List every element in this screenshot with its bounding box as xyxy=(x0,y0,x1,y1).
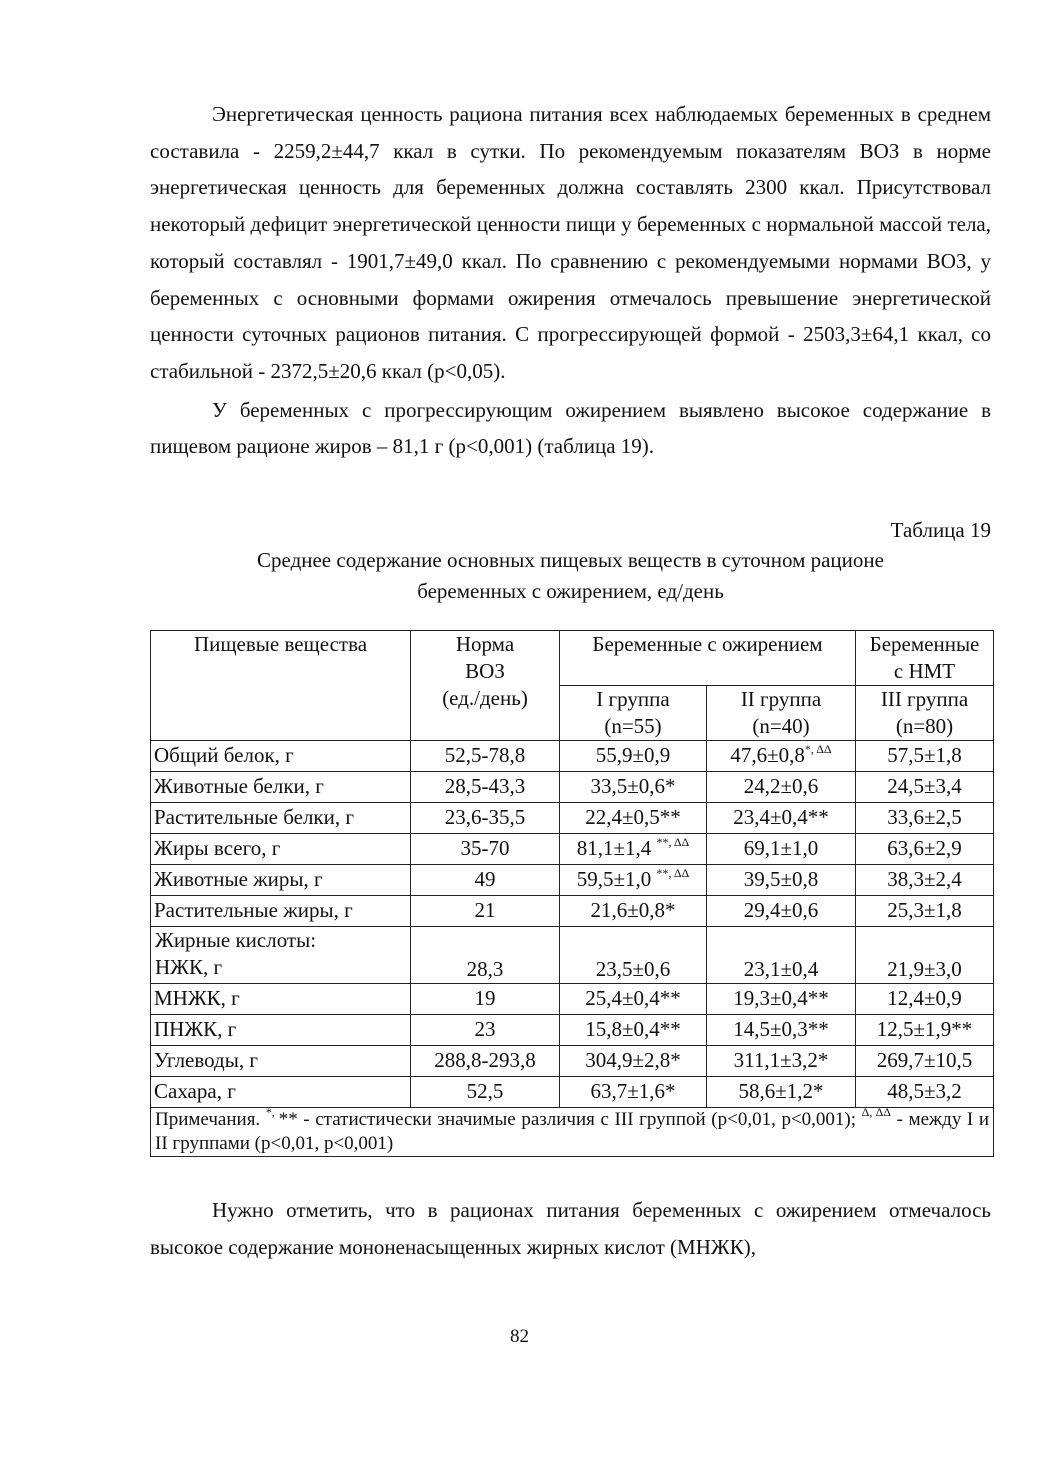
header-nutrients: Пищевые вещества xyxy=(151,631,411,741)
row-group-3: 21,9±3,0 xyxy=(856,927,994,984)
row-name: Углеводы, г xyxy=(151,1046,411,1077)
nutrients-table xyxy=(150,630,994,1157)
table-row xyxy=(151,1046,994,1077)
row-group-1: 15,8±0,4** xyxy=(560,1015,707,1046)
row-name: Жирные кислоты: НЖК, г xyxy=(151,927,411,984)
row-group-2: 311,1±3,2* xyxy=(707,1046,856,1077)
paragraph-energy: Энергетическая ценность рациона питания всех наблюдаемых беременных в среднем составила - 2259,2±44,7 ккал в сутки. По рекомендуемым показателям ВОЗ в норме энергетическая ценность для беременных должна составлять 2300 ккал. Присутствовал некоторый дефицит энергетической ценности пищи у беременных с нормальной массой тела, который составлял - 1901,7±49,0 ккал. По сравнению с рекомендуемыми нормами ВОЗ, у беременных с основными формами ожирения отмечалось превышение энергетической ценности суточных рационов питания. С прогрессирующей формой - 2503,3±64,1 ккал, со стабильной - 2372,5±20,6 ккал (р<0,05). xyxy=(150,102,991,383)
row-group-1: 22,4±0,5** xyxy=(560,803,707,834)
table-caption: Таблица 19 xyxy=(890,518,991,543)
row-group-2: 24,2±0,6 xyxy=(707,772,856,803)
row-group-3: 25,3±1,8 xyxy=(856,896,994,927)
row-norm: 28,5-43,3 xyxy=(411,772,560,803)
table-row xyxy=(151,865,994,896)
row-group-2: $47,6\pm 0,8^{*, \Delta\Delta}$ xyxy=(707,741,856,772)
paragraph-fats: У беременных с прогрессирующим ожирением выявлено высокое содержание в пищевом рационе жиров – 81,1 г (р<0,001) (таблица 19). xyxy=(150,397,991,459)
row-norm: 23,6-35,5 xyxy=(411,803,560,834)
row-group-1: 55,9±0,9 xyxy=(560,741,707,772)
row-group-1: 33,5±0,6* xyxy=(560,772,707,803)
table-row xyxy=(151,1015,994,1046)
row-group-1: 63,7±1,6* xyxy=(560,1077,707,1108)
row-group-3: 12,4±0,9 xyxy=(856,984,994,1015)
row-norm: 19 xyxy=(411,984,560,1015)
row-group-2: 23,4±0,4** xyxy=(707,803,856,834)
row-group-3: 48,5±3,2 xyxy=(856,1077,994,1108)
row-group-1: 81,1±1,4 $^{**, \Delta\Delta}$ xyxy=(560,834,707,865)
row-name: Жиры всего, г xyxy=(151,834,411,865)
header-obese-pregnant: Беременные с ожирением xyxy=(560,631,856,686)
header-group-3: III группа (n=80) xyxy=(856,686,994,741)
table-row xyxy=(151,984,994,1015)
table-note-row xyxy=(151,1108,994,1157)
page-number: 82 xyxy=(510,1326,529,1347)
table-row xyxy=(151,803,994,834)
row-group-1: 21,6±0,8* xyxy=(560,896,707,927)
header-group-1: I группа (n=55) xyxy=(560,686,707,741)
row-group-1: 59,5±1,0 $^{**, \Delta\Delta}$ xyxy=(560,865,707,896)
paragraph-mufa: Нужно отметить, что в рационах питания беременных с ожирением отмечалось высокое содержание мононенасыщенных жирных кислот (МНЖК), xyxy=(150,1198,991,1259)
table-row xyxy=(151,896,994,927)
row-group-3: 12,5±1,9** xyxy=(856,1015,994,1046)
row-norm: 23 xyxy=(411,1015,560,1046)
row-group-2: 23,1±0,4 xyxy=(707,927,856,984)
table-row xyxy=(151,927,994,984)
row-group-3: 38,3±2,4 xyxy=(856,865,994,896)
table-row xyxy=(151,834,994,865)
row-name: Сахара, г xyxy=(151,1077,411,1108)
table-title xyxy=(150,545,991,607)
row-group-3: 57,5±1,8 xyxy=(856,741,994,772)
header-who-norm: Норма ВОЗ (ед./день) xyxy=(411,631,560,741)
table-row xyxy=(151,772,994,803)
row-group-1: 304,9±2,8* xyxy=(560,1046,707,1077)
row-norm: 49 xyxy=(411,865,560,896)
table-row xyxy=(151,741,994,772)
row-norm: 288,8-293,8 xyxy=(411,1046,560,1077)
table-header-row xyxy=(151,631,994,686)
row-group-2: 39,5±0,8 xyxy=(707,865,856,896)
row-norm: 52,5-78,8 xyxy=(411,741,560,772)
row-norm: 28,3 xyxy=(411,927,560,984)
row-group-3: 269,7±10,5 xyxy=(856,1046,994,1077)
row-group-2: 14,5±0,3** xyxy=(707,1015,856,1046)
row-group-3: 63,6±2,9 xyxy=(856,834,994,865)
row-name: МНЖК, г xyxy=(151,984,411,1015)
row-group-2: 19,3±0,4** xyxy=(707,984,856,1015)
header-group-2: II группа (n=40) xyxy=(707,686,856,741)
table-title-line2: беременных с ожирением, ед/день xyxy=(417,579,724,604)
row-name: Животные жиры, г xyxy=(151,865,411,896)
row-norm: 52,5 xyxy=(411,1077,560,1108)
row-group-1: 23,5±0,6 xyxy=(560,927,707,984)
row-group-1: 25,4±0,4** xyxy=(560,984,707,1015)
row-group-3: 24,5±3,4 xyxy=(856,772,994,803)
row-group-2: 29,4±0,6 xyxy=(707,896,856,927)
row-name: Общий белок, г xyxy=(151,741,411,772)
header-nmt-pregnant: Беременные с НМТ xyxy=(856,631,994,686)
row-norm: 35-70 xyxy=(411,834,560,865)
row-group-3: 33,6±2,5 xyxy=(856,803,994,834)
table-row xyxy=(151,1077,994,1108)
row-name: Растительные жиры, г xyxy=(151,896,411,927)
row-norm: 21 xyxy=(411,896,560,927)
row-name: Растительные белки, г xyxy=(151,803,411,834)
table-title-line1: Среднее содержание основных пищевых веществ в суточном рационе xyxy=(257,548,884,573)
page-body xyxy=(150,96,991,1265)
row-group-2: 58,6±1,2* xyxy=(707,1077,856,1108)
row-group-2: 69,1±1,0 xyxy=(707,834,856,865)
row-name: Животные белки, г xyxy=(151,772,411,803)
table-note: Примечания. *, ** - статистически значимые различия с III группой (р<0,01, р<0,001); $^{\Delta, \Delta\Delta}$ - между I и II группами (р<0,01, р<0,001) xyxy=(151,1108,994,1157)
row-name: ПНЖК, г xyxy=(151,1015,411,1046)
